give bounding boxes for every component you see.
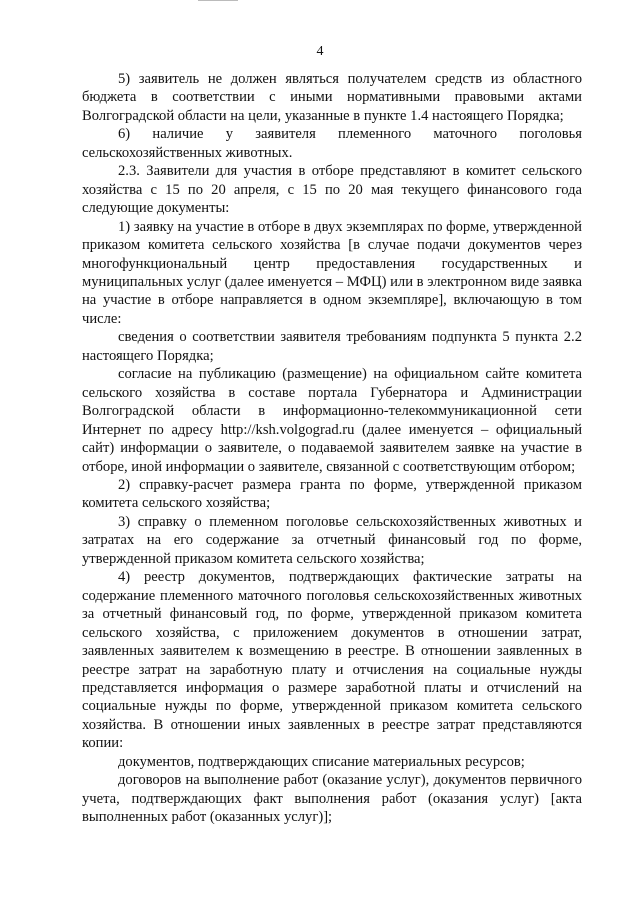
paragraph-item-6: 6) наличие у заявителя племенного маточного поголовья сельскохозяйственных животных.	[82, 126, 582, 161]
page-number: 4	[316, 44, 324, 59]
paragraph-doc-2: 2) справку-расчет размера гранта по форме, утвержденной приказом комитета сельского хозяйства;	[82, 476, 582, 512]
scan-edge-line	[198, 0, 238, 1]
paragraph-section-2-3: 2.3. Заявители для участия в отборе представляют в комитет сельского хозяйства с 15 по 20 апреля, с 15 по 20 мая текущего финансового года следующие документы:	[82, 163, 582, 217]
paragraph-doc-1-info: сведения о соответствии заявителя требованиям подпункта 5 пункта 2.2 настоящего Порядка;	[82, 329, 582, 364]
paragraph-item-5: 5) заявитель не должен являться получателем средств из областного бюджета в соответствии с иными нормативными правовыми актами Волгоградской области на цели, указанные в пункте 1.4 настоящего Порядка;	[82, 71, 582, 124]
document-body	[82, 70, 582, 827]
paragraph-doc-1: 1) заявку на участие в отборе в двух экземплярах по форме, утвержденной приказом комитета сельского хозяйства [в случае подачи документов через многофункциональный центр предоставления государственных и муниципальных услуг (далее именуется – МФЦ) или в электронном виде заявка на участие в отборе направляется в одном экземпляре], включающую в том числе:	[82, 218, 582, 327]
paragraph-copies-contracts: договоров на выполнение работ (оказание услуг), документов первичного учета, подтверждающих факт выполнения работ (оказания услуг) [акта выполненных работ (оказанных услуг)];	[82, 772, 582, 826]
paragraph-doc-3: 3) справку о племенном поголовье сельскохозяйственных животных и затратах на его содержание за отчетный финансовый год по форме, утвержденной приказом комитета сельского хозяйства;	[82, 513, 582, 567]
paragraph-doc-1-consent: согласие на публикацию (размещение) на официальном сайте комитета сельского хозяйства в составе портала Губернатора и Администрации Волгоградской области в информационно-телекоммуникационной сети Интернет по адресу http://ksh.volgograd.ru (далее именуется – официальный сайт) информации о заявителе, о подаваемой заявителем заявке на участие в отборе, иной информации о заявителе, связанной с соответствующим отбором;	[82, 366, 582, 475]
paragraph-doc-4: 4) реестр документов, подтверждающих фактические затраты на содержание племенного маточного поголовья сельскохозяйственных животных за отчетный финансовый год, по форме, утвержденной приказом комитета сельского хозяйства, с приложением документов в отношении затрат, заявленных заявителем к возмещению в реестре. В отношении заявленных в реестре затрат на заработную плату и отчисления на социальные нужды представляется информация о размере заработной платы и отчислений на социальные нужды по форме, утвержденной приказом комитета сельского хозяйства. В отношении иных заявленных в реестре затрат представляются копии:	[82, 569, 582, 752]
paragraph-copies-materials: документов, подтверждающих списание материальных ресурсов;	[118, 753, 525, 770]
